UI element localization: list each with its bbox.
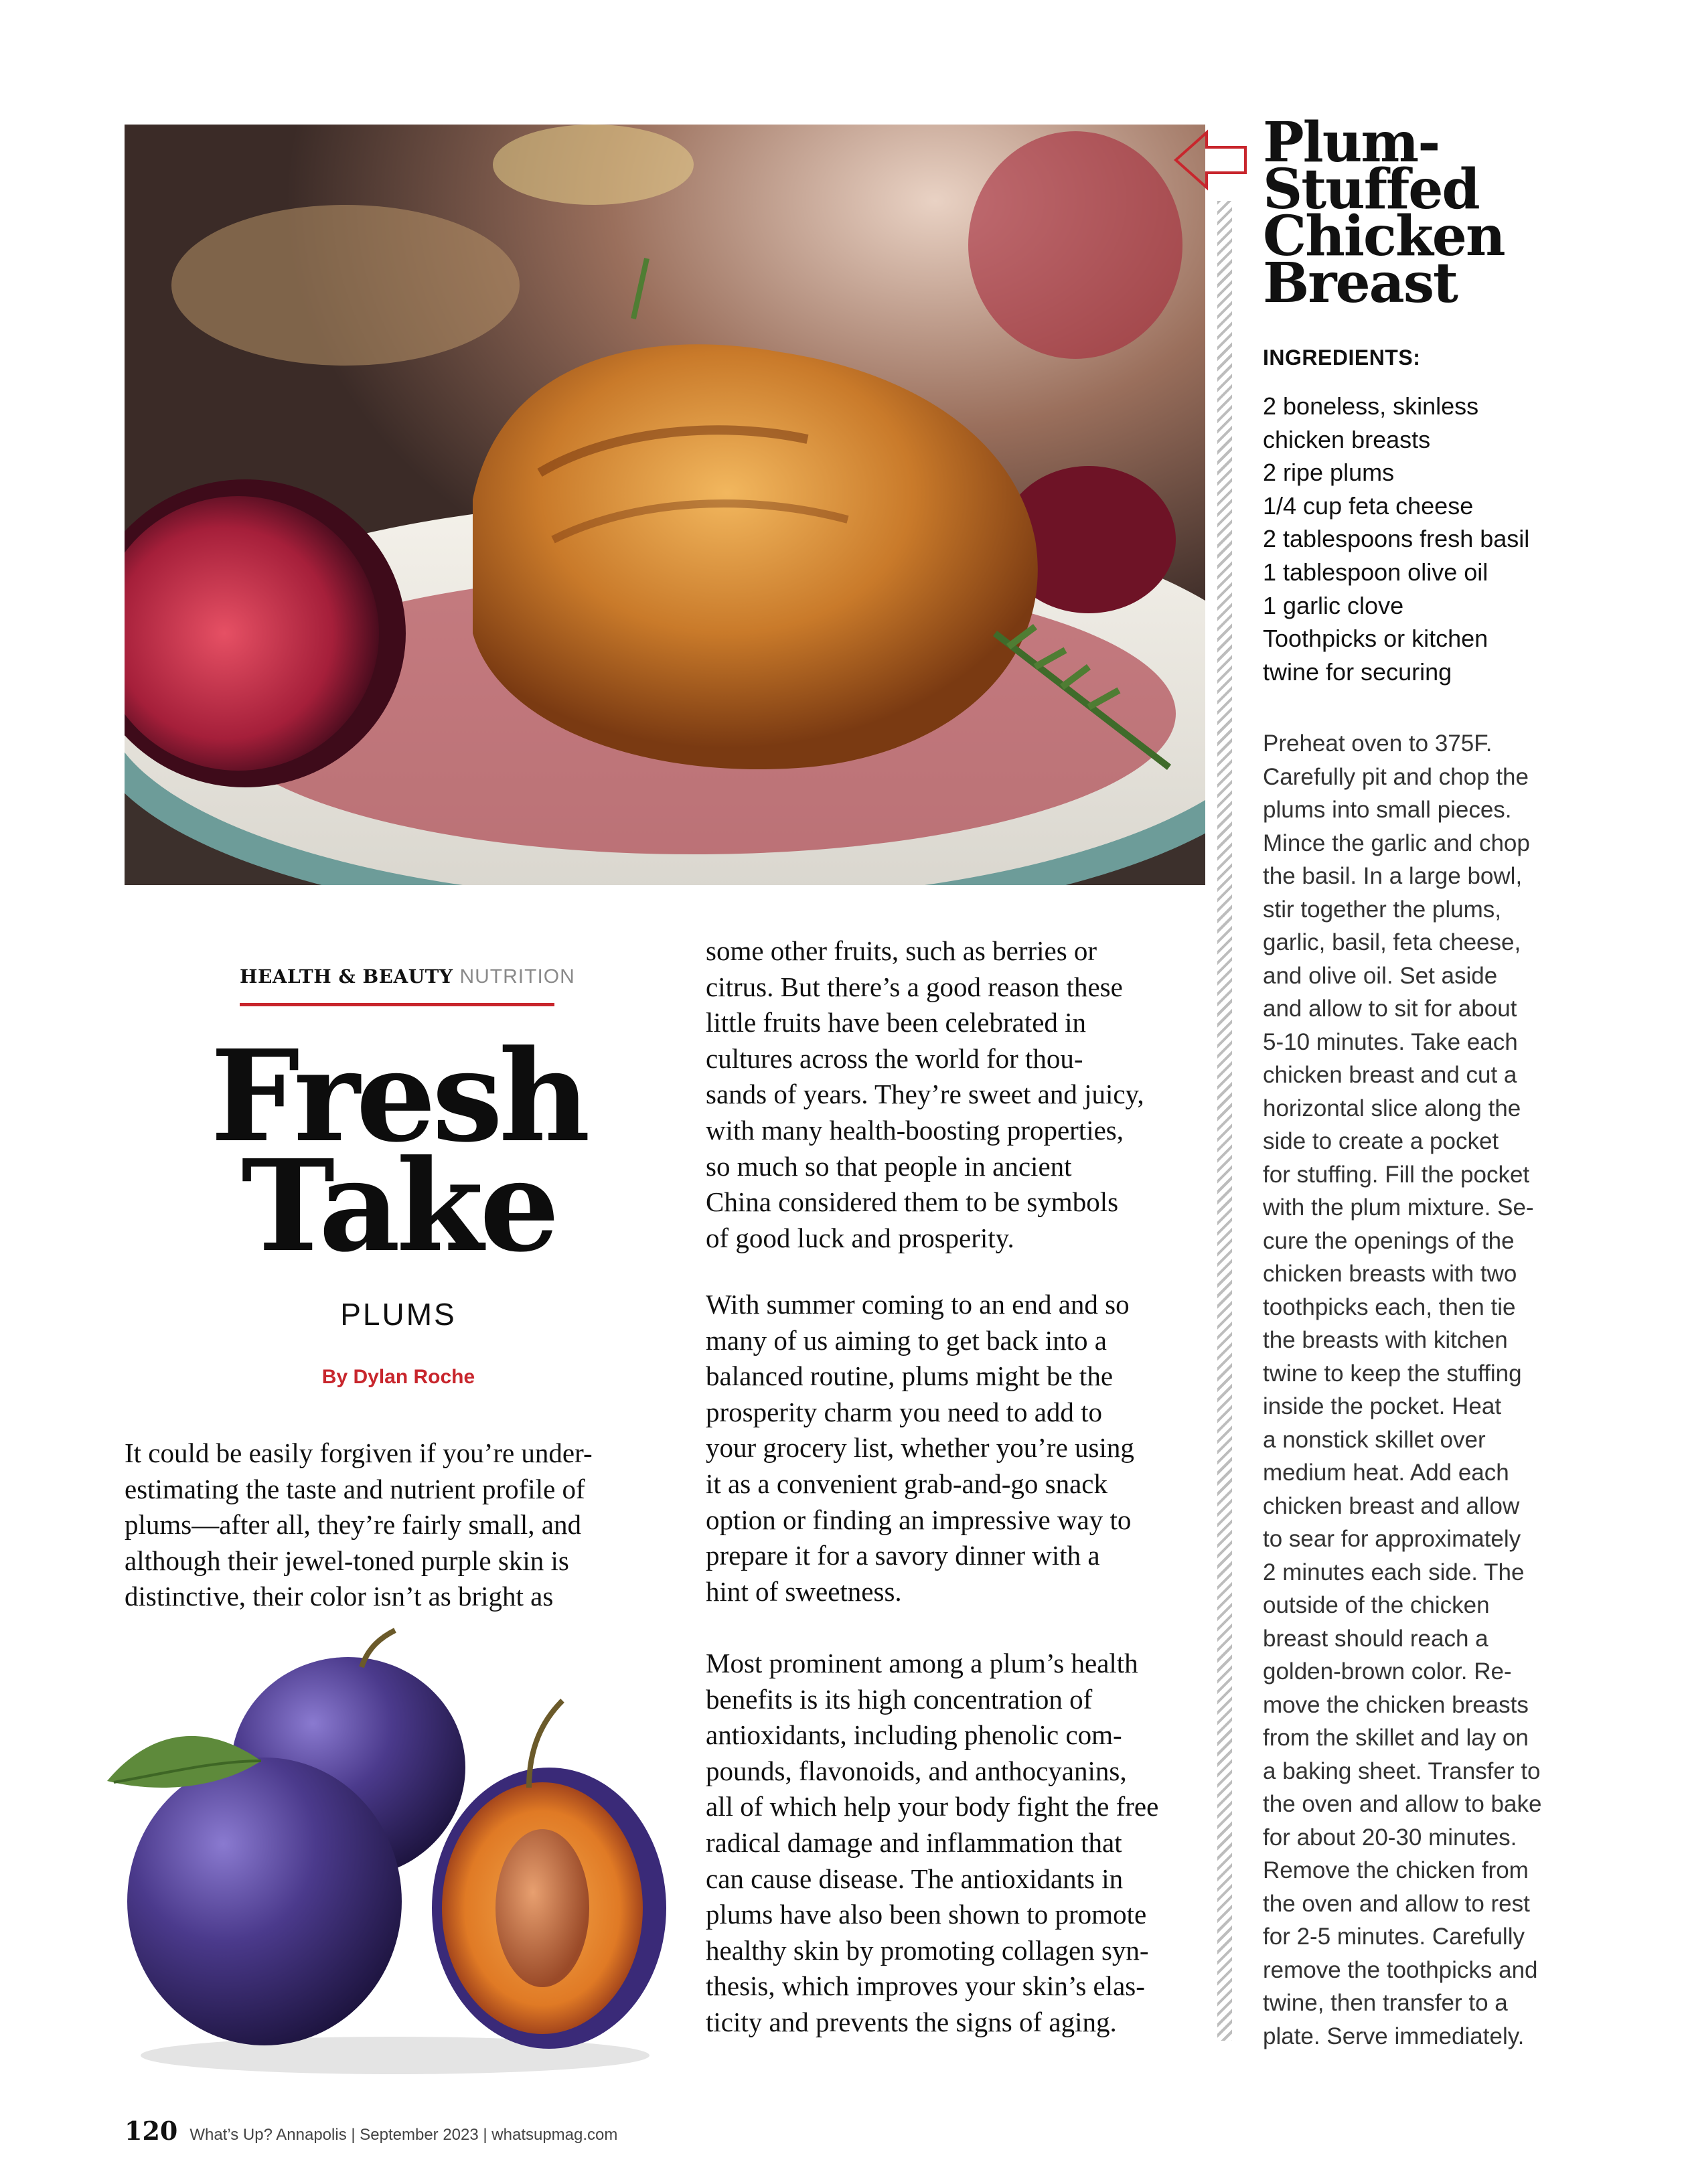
section-rule <box>240 1003 554 1006</box>
directions-line: a baking sheet. Transfer to <box>1263 1758 1541 1784</box>
article-subhead: PLUMS <box>340 1297 457 1332</box>
directions-line: chicken breast and cut a <box>1263 1062 1517 1088</box>
text-line: many of us aiming to get back into a <box>706 1324 1107 1356</box>
text-line: plums—after all, they’re fairly small, and <box>125 1509 581 1541</box>
text-line: with many health-boosting properties, <box>706 1114 1124 1146</box>
directions-line: Carefully pit and chop the <box>1263 763 1529 790</box>
directions-line: Preheat oven to 375F. <box>1263 730 1493 757</box>
directions-line: inside the pocket. Heat <box>1263 1393 1502 1419</box>
directions-line: move the chicken breasts <box>1263 1691 1529 1718</box>
text-line: of good luck and prosperity. <box>706 1222 1014 1253</box>
plums-photo <box>100 1627 690 2082</box>
page-footer <box>125 2116 617 2146</box>
dashed-divider <box>1217 201 1232 2041</box>
ingredient-item: 1 tablespoon olive oil <box>1263 558 1488 586</box>
directions-line: chicken breasts with two <box>1263 1261 1517 1287</box>
text-line: ticity and prevents the signs of aging. <box>706 2006 1117 2037</box>
directions-line: horizontal slice along the <box>1263 1095 1521 1121</box>
directions-line: chicken breast and allow <box>1263 1492 1520 1519</box>
directions-line: the breasts with kitchen <box>1263 1327 1508 1353</box>
text-line: radical damage and inflammation that <box>706 1826 1122 1858</box>
directions-line: the oven and allow to rest <box>1263 1890 1530 1917</box>
ingredients-heading: INGREDIENTS: <box>1263 345 1421 370</box>
text-line: healthy skin by promoting collagen syn- <box>706 1934 1149 1966</box>
directions-line: and olive oil. Set aside <box>1263 962 1498 989</box>
directions-line: for about 20-30 minutes. <box>1263 1824 1517 1851</box>
directions-line: toothpicks each, then tie <box>1263 1294 1516 1320</box>
ingredient-item: 2 tablespoons fresh basil <box>1263 525 1530 553</box>
subsection-name: NUTRITION <box>459 965 575 988</box>
text-line: it as a convenient grab-and-go snack <box>706 1468 1107 1499</box>
directions-line: to sear for approximately <box>1263 1526 1521 1552</box>
text-line: pounds, flavonoids, and anthocyanins, <box>706 1755 1127 1786</box>
text-line: antioxidants, including phenolic com- <box>706 1719 1122 1751</box>
text-line: prepare it for a savory dinner with a <box>706 1540 1100 1571</box>
text-line: sands of years. They’re sweet and juicy, <box>706 1079 1144 1110</box>
ingredient-item: chicken breasts <box>1263 425 1431 453</box>
publication-info: What’s Up? Annapolis | September 2023 | whatsupmag.com <box>189 2126 618 2144</box>
directions-line: cure the openings of the <box>1263 1227 1515 1254</box>
body-paragraph-2 <box>706 1287 1201 1610</box>
intro-paragraph <box>125 1435 667 1615</box>
directions-line: plums into small pieces. <box>1263 797 1512 823</box>
directions-line: remove the toothpicks and <box>1263 1956 1538 1983</box>
text-line: distinctive, their color isn’t as bright as <box>125 1581 554 1612</box>
directions-line: for stuffing. Fill the pocket <box>1263 1161 1530 1188</box>
text-line: some other fruits, such as berries or <box>706 935 1097 966</box>
page-number: 120 <box>125 2116 178 2146</box>
text-line: benefits is its high concentration of <box>706 1683 1093 1715</box>
directions-line: with the plum mixture. Se- <box>1263 1194 1534 1221</box>
ingredient-item: 1 garlic clove <box>1263 591 1404 619</box>
directions-line: side to create a pocket <box>1263 1128 1499 1154</box>
plums-illustration <box>100 1627 690 2082</box>
recipe-title: Plum- Stuffed Chicken Breast <box>1263 110 1505 315</box>
ingredient-item: Toothpicks or kitchen <box>1263 625 1488 653</box>
section-label <box>240 965 575 988</box>
directions-line: stir together the plums, <box>1263 896 1501 923</box>
directions-line: a nonstick skillet over <box>1263 1426 1486 1453</box>
byline: By Dylan Roche <box>321 1366 475 1388</box>
text-line: estimating the taste and nutrient profile of <box>125 1473 585 1504</box>
directions-line: 2 minutes each side. The <box>1263 1559 1525 1585</box>
text-line: With summer coming to an end and so <box>706 1289 1130 1320</box>
text-line: prosperity charm you need to add to <box>706 1396 1103 1427</box>
recipe-directions <box>1263 727 1548 2053</box>
directions-line: medium heat. Add each <box>1263 1460 1509 1486</box>
directions-line: Mince the garlic and chop <box>1263 830 1530 856</box>
text-line: plums have also been shown to promote <box>706 1899 1147 1930</box>
text-line: balanced routine, plums might be the <box>706 1360 1114 1392</box>
text-line: little fruits have been celebrated in <box>706 1007 1087 1038</box>
text-line: can cause disease. The antioxidants in <box>706 1863 1124 1894</box>
directions-line: twine, then transfer to a <box>1263 1990 1508 2016</box>
directions-line: garlic, basil, feta cheese, <box>1263 929 1521 955</box>
ingredients-list <box>1263 390 1529 688</box>
text-line: China considered them to be symbols <box>706 1186 1119 1218</box>
ingredient-item: 1/4 cup feta cheese <box>1263 491 1474 520</box>
body-paragraph-1 <box>706 933 1201 1256</box>
hero-photo-illustration <box>125 125 1205 885</box>
section-name: HEALTH & BEAUTY <box>240 965 453 988</box>
text-line: It could be easily forgiven if you’re under- <box>125 1437 593 1468</box>
text-line: so much so that people in ancient <box>706 1150 1072 1182</box>
hero-photo-chicken-plums <box>125 125 1205 885</box>
ingredient-item: 2 ripe plums <box>1263 459 1395 487</box>
directions-line: breast should reach a <box>1263 1625 1488 1652</box>
text-line: although their jewel-toned purple skin is <box>125 1545 569 1576</box>
text-line: thesis, which improves your skin’s elas- <box>706 1970 1145 2002</box>
directions-line: the oven and allow to bake <box>1263 1791 1542 1817</box>
ingredient-item: twine for securing <box>1263 657 1452 686</box>
text-line: all of which help your body fight the free <box>706 1791 1159 1822</box>
directions-line: from the skillet and lay on <box>1263 1725 1529 1751</box>
text-line: your grocery list, whether you’re using <box>706 1432 1134 1464</box>
text-line: citrus. But there’s a good reason these <box>706 971 1123 1002</box>
text-line: hint of sweetness. <box>706 1575 902 1607</box>
directions-line: 5-10 minutes. Take each <box>1263 1028 1518 1055</box>
directions-line: plate. Serve immediately. <box>1263 2023 1525 2049</box>
directions-line: the basil. In a large bowl, <box>1263 863 1523 889</box>
directions-line: for 2-5 minutes. Carefully <box>1263 1924 1525 1950</box>
text-line: Most prominent among a plum’s health <box>706 1648 1138 1679</box>
directions-line: twine to keep the stuffing <box>1263 1360 1522 1387</box>
directions-line: Remove the chicken from <box>1263 1857 1529 1883</box>
directions-line: and allow to sit for about <box>1263 996 1517 1022</box>
article-headline: Fresh Take <box>210 1022 587 1280</box>
directions-line: golden-brown color. Re- <box>1263 1658 1512 1685</box>
directions-line: outside of the chicken <box>1263 1592 1490 1618</box>
ingredient-item: 2 boneless, skinless <box>1263 392 1479 420</box>
body-paragraph-3 <box>706 1646 1201 2041</box>
text-line: cultures across the world for thou- <box>706 1042 1083 1074</box>
left-arrow-outline-icon <box>1173 129 1248 191</box>
text-line: option or finding an impressive way to <box>706 1504 1132 1535</box>
